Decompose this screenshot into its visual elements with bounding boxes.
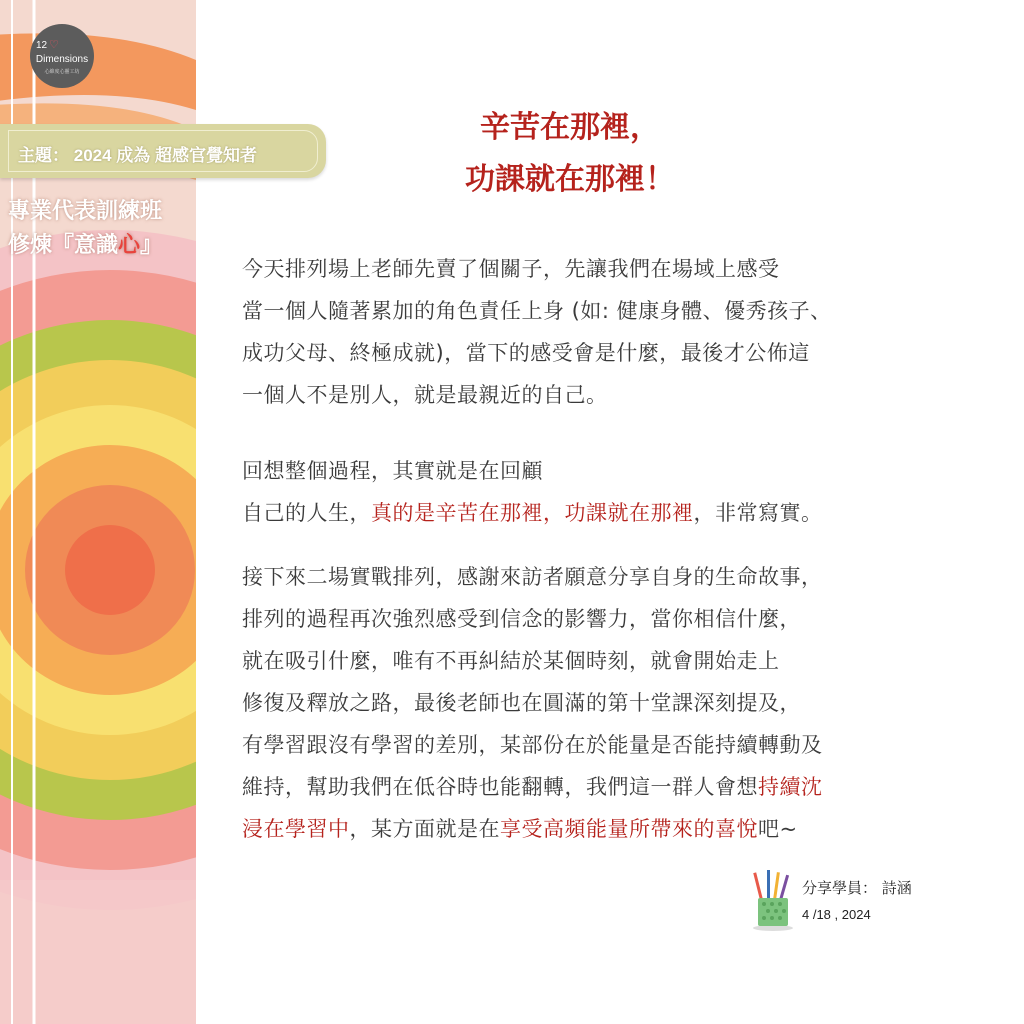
paragraph-line: 有學習跟沒有學習的差別，某部份在於能量是否能持續轉動及 <box>242 733 823 757</box>
class-title-heart: 心 <box>118 233 141 258</box>
heart-icon: ♡ <box>49 39 59 51</box>
paragraph-line: 接下來二場實戰排列，感謝來訪者願意分享自身的生命故事， <box>242 565 823 589</box>
pencil-cup-icon <box>752 870 794 936</box>
paragraph-3 <box>242 556 1002 850</box>
paragraph-line: 就在吸引什麼，唯有不再糾結於某個時刻，就會開始走上 <box>242 649 780 673</box>
paragraph-line: 一個人不是別人，就是最親近的自己。 <box>242 383 608 407</box>
paragraph-line: 回想整個過程，其實就是在回顧 <box>242 459 543 483</box>
paragraph-line <box>242 808 1002 850</box>
theme-highlight: 超感官覺知者 <box>155 146 258 165</box>
class-title <box>8 195 162 263</box>
paragraph-line: 今天排列場上老師先賣了個關子，先讓我們在場域上感受 <box>242 257 780 281</box>
paragraph-line <box>242 766 1002 808</box>
paragraph-highlight: 浸在學習中 <box>242 817 350 841</box>
paragraph-line: 成功父母、終極成就)，當下的感受會是什麼，最後才公佈這 <box>242 341 810 365</box>
logo-subtitle: 心維度心靈工坊 <box>44 69 80 75</box>
paragraph-text: 自己的人生， <box>242 501 371 525</box>
credit-name: 詩涵 <box>881 879 912 897</box>
class-title-line1: 專業代表訓練班 <box>8 199 163 224</box>
theme-year: 2024 <box>73 146 112 165</box>
paragraph-highlight: 享受高頻能量所帶來的喜悅 <box>500 817 758 841</box>
paragraph-1 <box>242 248 1002 416</box>
paragraph-text: ，非常寫實。 <box>693 501 823 525</box>
theme-text <box>18 141 257 166</box>
credit-student <box>802 877 912 898</box>
credit-label: 分享學員： <box>802 879 878 897</box>
class-title-line2 <box>8 229 162 263</box>
paragraph-2 <box>242 450 1002 534</box>
logo-number: 12 <box>36 40 48 51</box>
headline-line2: 功課就在那裡！ <box>465 162 675 197</box>
paragraph-line <box>242 492 1002 534</box>
paragraph-line: 修復及釋放之路，最後老師也在圓滿的第十堂課深刻提及， <box>242 691 801 715</box>
logo-name: Dimensions <box>35 54 89 65</box>
paragraph-line: 排列的過程再次強烈感受到信念的影響力，當你相信什麼， <box>242 607 801 631</box>
theme-label: 主題： <box>18 146 69 165</box>
paragraph-line: 當一個人隨著累加的角色責任上身 (如: 健康身體、優秀孩子、 <box>242 299 832 323</box>
headline-line1: 辛苦在那裡， <box>480 110 660 145</box>
dimensions-logo <box>30 24 94 88</box>
credit-date: 4 /18 , 2024 <box>802 907 871 922</box>
class-title-line2-a: 修煉『意識 <box>8 233 119 258</box>
headline <box>330 102 810 206</box>
paragraph-text: 維持，幫助我們在低谷時也能翻轉，我們這一群人會想 <box>242 775 758 799</box>
class-title-line2-b: 』 <box>140 233 163 258</box>
theme-prefix: 成為 <box>116 146 151 165</box>
paragraph-highlight: 持續沈 <box>758 775 823 799</box>
paragraph-highlight: 真的是辛苦在那裡，功課就在那裡 <box>371 501 694 525</box>
paragraph-text: 吧~ <box>758 817 798 841</box>
paragraph-text: ，某方面就是在 <box>349 817 500 841</box>
